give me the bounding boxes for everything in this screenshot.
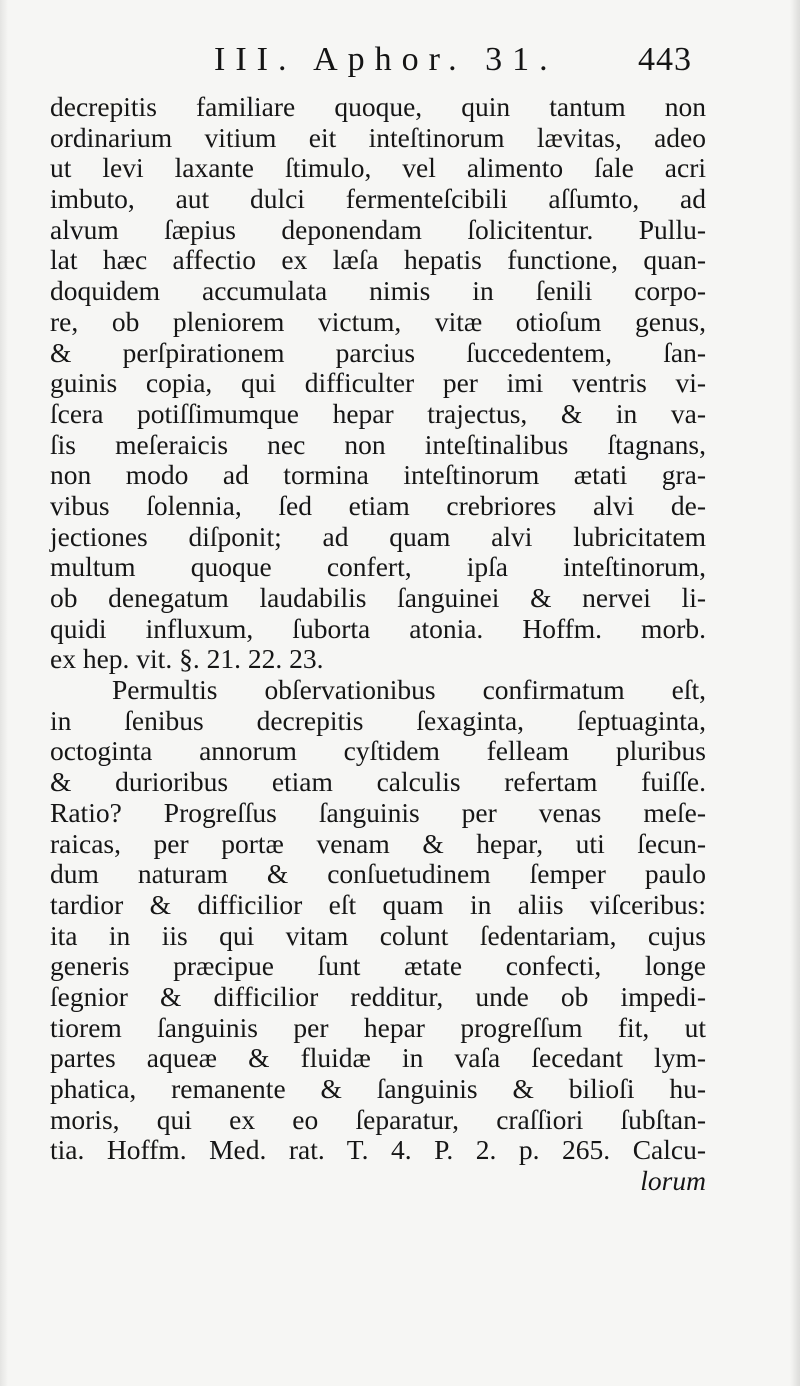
page-number: 443: [638, 41, 692, 78]
text-line: ſcera potiſſimumque hepar trajectus, & in va-: [50, 397, 706, 429]
page-header: [0, 40, 800, 88]
text-line: & perſpirationem parcius ſuccedentem, ſan-: [50, 336, 706, 368]
text-line: tia. Hoffm. Med. rat. T. 4. P. 2. p. 265. Calcu-: [50, 1134, 706, 1166]
text-line: quidi influxum, ſuborta atonia. Hoffm. morb.: [50, 612, 706, 644]
text-line: ordinarium vitium eit inteſtinorum lævitas, adeo: [50, 121, 706, 153]
text-line: dum naturam & conſuetudinem ſemper paulo: [50, 858, 706, 890]
text-line: ex hep. vit. §. 21. 22. 23.: [50, 643, 324, 675]
text-line: generis præcipue ſunt ætate confecti, longe: [50, 950, 706, 982]
text-line: Ratio? Progreſſus ſanguinis per venas meſe-: [50, 796, 706, 828]
text-line: in ſenibus decrepitis ſexaginta, ſeptuaginta,: [50, 704, 706, 736]
text-line: tardior & difficilior eſt quam in aliis viſceribus:: [50, 888, 706, 920]
text-line: ſegnior & difficilior redditur, unde ob impedi-: [50, 980, 706, 1012]
body-text: [50, 92, 706, 1197]
text-line: re, ob pleniorem victum, vitæ otioſum genus,: [50, 305, 706, 337]
text-line: raicas, per portæ venam & hepar, uti ſecun-: [50, 827, 706, 859]
text-line: lat hæc affectio ex læſa hepatis functione, quan-: [50, 244, 706, 276]
text-line: vibus ſolennia, ſed etiam crebriores alvi de-: [50, 489, 706, 521]
text-line: decrepitis familiare quoque, quin tantum non: [50, 91, 706, 122]
text-line: lorum: [640, 1165, 706, 1197]
running-head: III. Aphor. 31.: [214, 41, 558, 78]
text-line: non modo ad tormina inteſtinorum ætati gra-: [50, 459, 706, 491]
text-line: partes aqueæ & fluidæ in vaſa ſecedant lym-: [50, 1042, 706, 1074]
text-line: Permultis obſervationibus confirmatum eſt,: [112, 674, 706, 706]
text-line: tiorem ſanguinis per hepar progreſſum fit, ut: [50, 1011, 706, 1043]
text-line: phatica, remanente & ſanguinis & bilioſi hu-: [50, 1073, 706, 1104]
text-line: jectiones diſponit; ad quam alvi lubricitatem: [50, 520, 706, 552]
page-edge-right: [790, 0, 800, 1386]
text-line: & durioribus etiam calculis refertam fuiſſe.: [50, 766, 706, 798]
text-line: alvum ſæpius deponendam ſolicitentur. Pullu-: [50, 213, 706, 245]
text-line: multum quoque confert, ipſa inteſtinorum,: [50, 551, 706, 583]
text-line: ob denegatum laudabilis ſanguinei & nervei li-: [50, 582, 706, 613]
text-line: ita in iis qui vitam colunt ſedentariam, cujus: [50, 919, 706, 951]
text-line: ut levi laxante ſtimulo, vel alimento ſale acri: [50, 152, 706, 184]
page-edge-left: [0, 0, 8, 1386]
text-line: moris, qui ex eo ſeparatur, craſſiori ſubſtan-: [50, 1103, 706, 1135]
text-line: guinis copia, qui difficulter per imi ventris vi-: [50, 367, 706, 399]
text-line: doquidem accumulata nimis in ſenili corpo-: [50, 275, 706, 307]
text-line: octoginta annorum cyſtidem felleam pluribus: [50, 735, 706, 767]
text-line: imbuto, aut dulci fermenteſcibili aſſumto, ad: [50, 183, 706, 215]
text-line: ſis meſeraicis nec non inteſtinalibus ſtagnans,: [50, 428, 706, 460]
